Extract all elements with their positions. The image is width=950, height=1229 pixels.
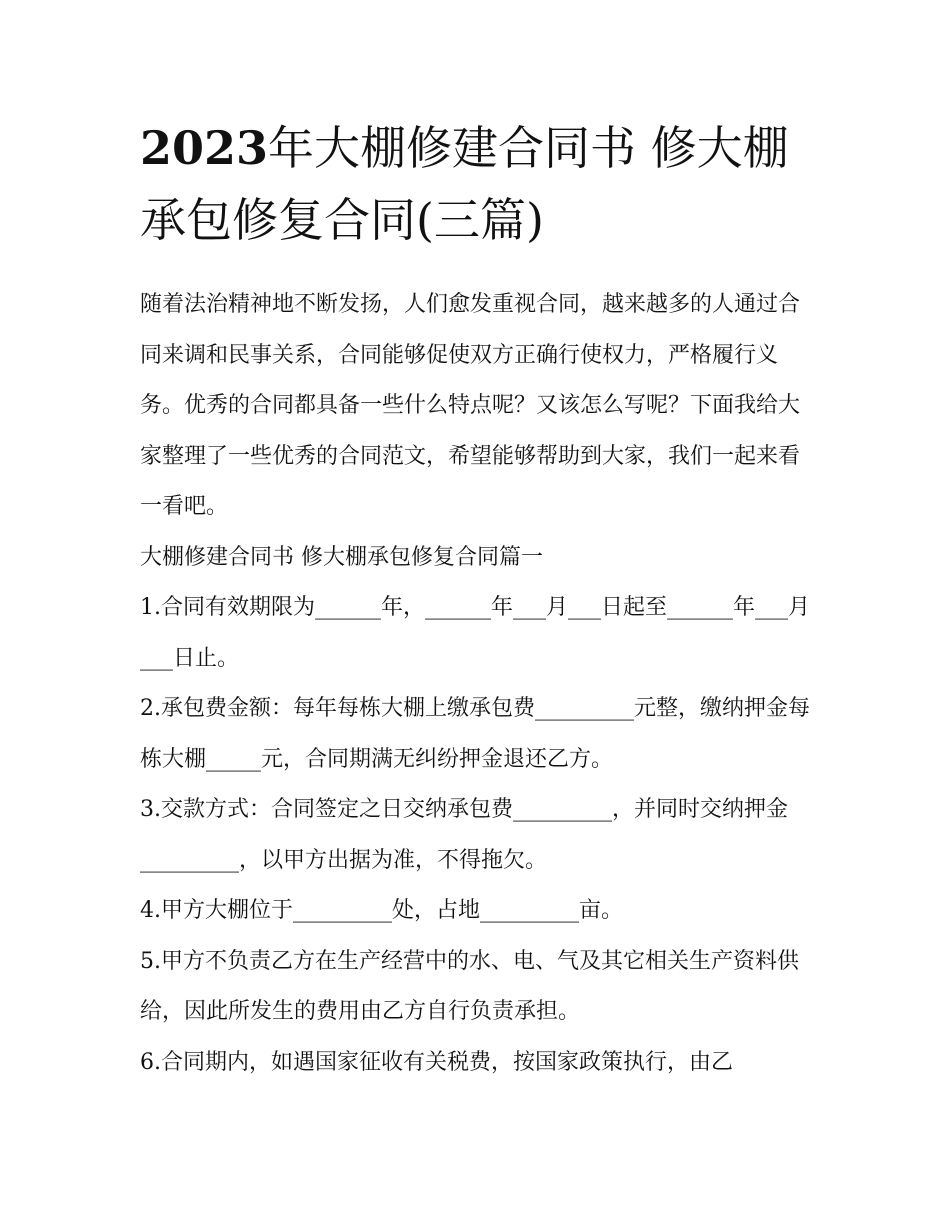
clause-5: 5.甲方不负责乙方在生产经营中的水、电、气及其它相关生产资料供给，因此所发生的费用由乙方自行负责承担。 xyxy=(140,948,799,1024)
clause-4: 4.甲方大棚位于_________处，占地_________亩。 xyxy=(140,898,623,923)
clause-2: 2.承包费金额：每年每栋大棚上缴承包费_________元整，缴纳押金每栋大棚_____元，合同期满无纠纷押金退还乙方。 xyxy=(140,696,810,772)
document-page xyxy=(140,112,820,1088)
document-title xyxy=(140,112,820,256)
clause-1: 1.合同有效期限为______年，______年___月___日起至______年___月___日止。 xyxy=(140,595,810,671)
section-heading: 大棚修建合同书 修大棚承包修复合同篇一 xyxy=(140,544,543,570)
intro-paragraph: 随着法治精神地不断发扬，人们愈发重视合同，越来越多的人通过合同来调和民事关系，合同能够促使双方正确行使权力，严格履行义务。优秀的合同都具备一些什么特点呢？又该怎么写呢？下面我给大家整理了一些优秀的合同范文，希望能够帮助到大家，我们一起来看一看吧。 xyxy=(140,292,801,519)
title-year: 2023 xyxy=(140,121,269,175)
clause-6: 6.合同期内，如遇国家征收有关税费，按国家政策执行，由乙 xyxy=(140,1049,733,1075)
title-text: 年大棚修建合同书 修大棚承包修复合同(三篇) xyxy=(140,121,789,247)
clause-3: 3.交款方式：合同签定之日交纳承包费_________，并同时交纳押金_________，以甲方出据为准，不得拖欠。 xyxy=(140,797,788,873)
